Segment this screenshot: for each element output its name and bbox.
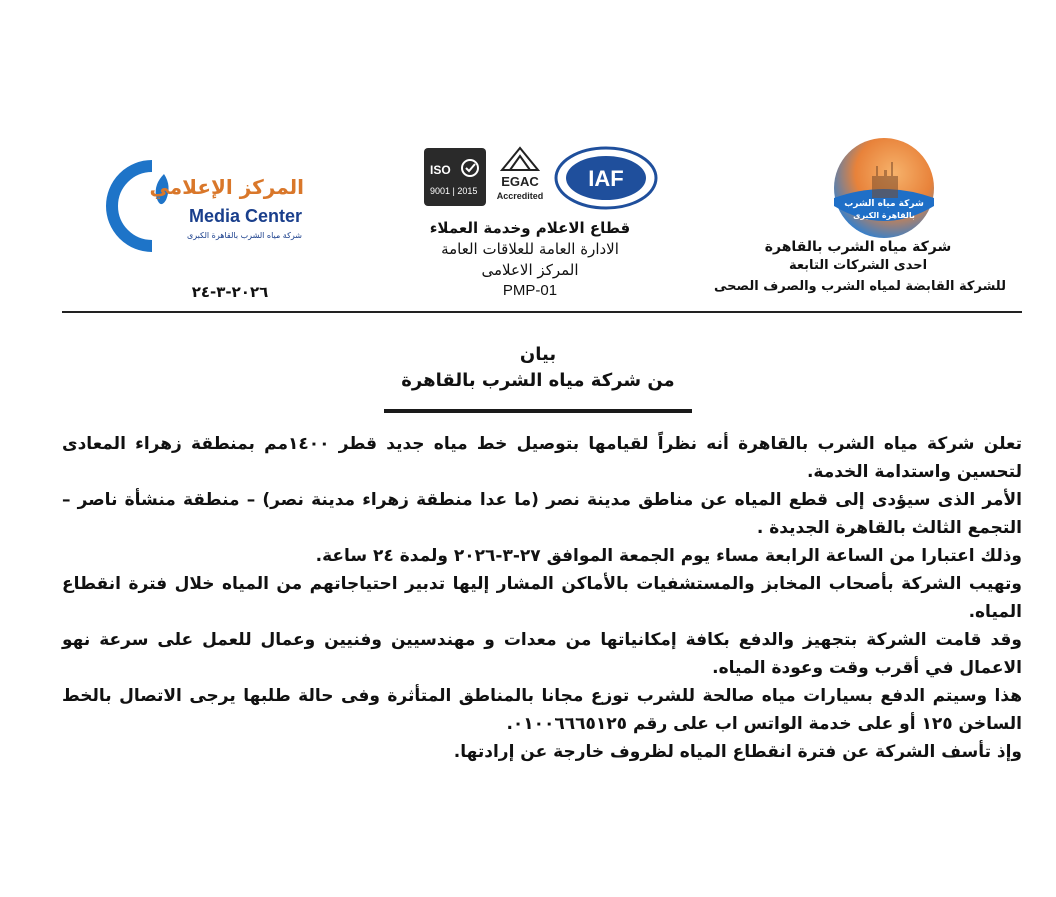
iaf-label: IAF [588,166,624,191]
company-subsidiary: احدى الشركات التابعة [788,258,928,273]
company-parent: للشركة القابضة لمياه الشرب والصرف الصحى [714,279,1006,294]
statement-title: بيان [519,344,557,365]
body-paragraph-5: وقد قامت الشركة بتجهيز والدفع بكافة إمكانياتها من معدات و مهندسيين وفنيين وعمال للعمل على سرعة نهو الاعمال في أقرب وقت وعودة المياه. [62,630,1022,678]
egac-badge-icon [497,148,544,201]
title-underline [384,409,692,413]
egac-label: EGAC [501,174,539,189]
company-name: شركة مياه الشرب بالقاهرة [764,239,952,255]
media-center-logo-icon [104,156,312,252]
media-english-name: Media Center [188,206,302,226]
iso-number: 9001 | 2015 [430,186,478,196]
header-divider [62,311,1022,313]
company-logo-text-2: بالقاهرة الكبرى [853,211,915,220]
department-line-1: قطاع الاعلام وخدمة العملاء [429,219,631,237]
body-paragraph-3: وذلك اعتبارا من الساعة الرابعة مساء يوم الجمعة الموافق ٢٧-٣-٢٠٢٦ ولمدة ٢٤ ساعة. [315,546,1022,566]
document-code: PMP-01 [502,282,558,299]
statement-subtitle: من شركة مياه الشرب بالقاهرة [401,370,675,391]
body-paragraph-6: هذا وسيتم الدفع بسيارات مياه صالحة للشرب توزع مجانا بالمناطق المتأثرة وفى حالة طلبها يرجى الاتصال بالخط الساخن ١٢٥ أو على خدمة الواتس اب على رقم ٠١٠٠٦٦٦٥١٢٥. [62,686,1022,734]
body-paragraph-7: وإذ تأسف الشركة عن فترة انقطاع المياه لظروف خارجة عن إرادتها. [453,742,1022,762]
body-paragraph-4: وتهيب الشركة بأصحاب المخابز والمستشفيات بالأماكن المشار إليها تدبير احتياجاتهم من المياه خلال فترة انقطاع المياه. [62,574,1022,622]
document-date: ٢٠٢٦-٣-٢٤ [191,283,269,301]
iso-badge-icon [424,148,486,206]
iso-label: ISO [430,163,451,177]
egac-sub: Accredited [496,191,544,201]
media-arabic-name: المركز الإعلامي [149,175,304,199]
media-tagline: شركة مياه الشرب بالقاهرة الكبرى [186,231,302,240]
company-logo-text-1: شركة مياه الشرب [844,199,924,209]
iaf-badge-icon [556,148,656,208]
department-line-2: الادارة العامة للعلاقات العامة [441,240,619,258]
company-logo-icon [832,136,936,240]
statement-body [62,430,1022,766]
body-paragraph-1: تعلن شركة مياه الشرب بالقاهرة أنه نظراً لقيامها بتوصيل خط مياه جديد قطر ١٤٠٠مم بمنطقة زهراء المعادى لتحسين واستدامة الخدمة. [62,434,1022,482]
certification-logos [420,144,662,212]
body-paragraph-2: الأمر الذى سيؤدى إلى قطع المياه عن مناطق مدينة نصر (ما عدا منطقة زهراء مدينة نصر) – منطقة منشأة ناصر – التجمع الثالث بالقاهرة الجديدة . [62,490,1022,538]
department-line-3: المركز الاعلامى [481,261,579,279]
